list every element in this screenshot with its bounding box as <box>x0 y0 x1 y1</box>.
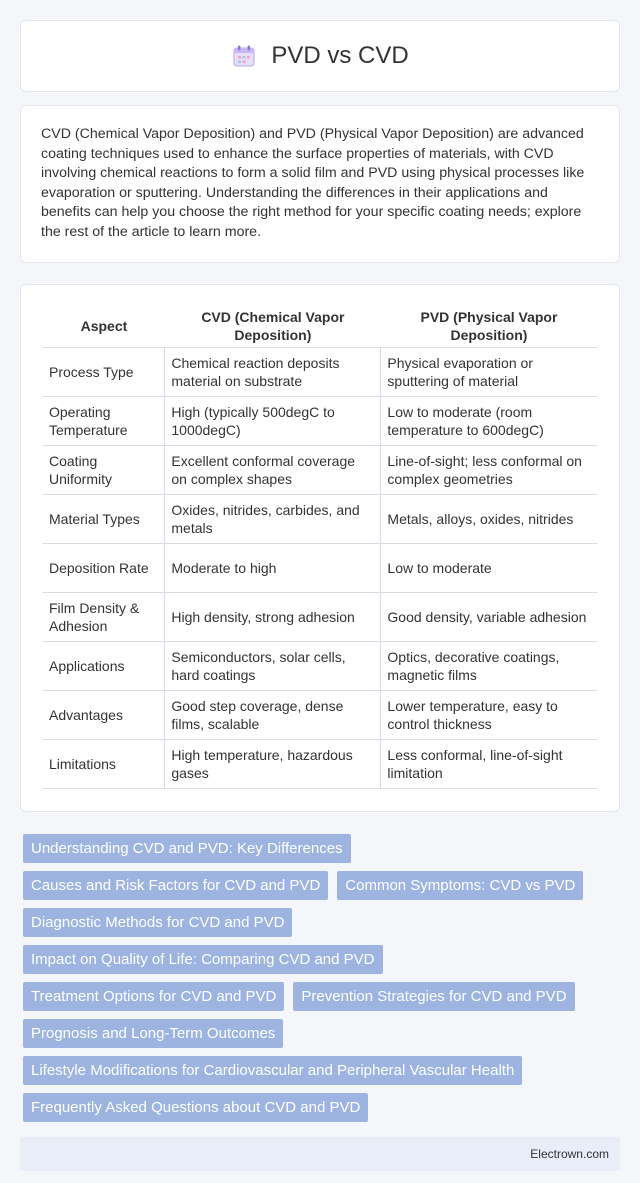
table-row <box>43 690 597 739</box>
table-row <box>43 396 597 445</box>
topic-link[interactable]: Understanding CVD and PVD: Key Differences <box>23 834 351 863</box>
cvd-cell: Semiconductors, solar cells, hard coatings <box>165 641 381 690</box>
aspect-cell: Advantages <box>43 690 165 739</box>
column-header-aspect: Aspect <box>43 307 165 347</box>
cvd-cell: Excellent conformal coverage on complex shapes <box>165 445 381 494</box>
aspect-cell: Film Density & Adhesion <box>43 592 165 641</box>
topic-link[interactable]: Frequently Asked Questions about CVD and PVD <box>23 1093 368 1122</box>
aspect-cell: Limitations <box>43 739 165 788</box>
table-row <box>43 494 597 543</box>
page-header <box>20 20 620 92</box>
pvd-cell: Line-of-sight; less conformal on complex geometries <box>381 445 597 494</box>
page-title: PVD vs CVD <box>271 42 409 69</box>
pvd-cell: Less conformal, line-of-sight limitation <box>381 739 597 788</box>
pvd-cell: Low to moderate (room temperature to 600degC) <box>381 396 597 445</box>
related-topics <box>23 834 620 1122</box>
column-header-pvd: PVD (Physical Vapor Deposition) <box>381 307 597 347</box>
topic-link[interactable]: Impact on Quality of Life: Comparing CVD and PVD <box>23 945 383 974</box>
calendar-icon <box>231 45 257 67</box>
footer-brand: Electrown.com <box>530 1146 609 1161</box>
cvd-cell: Chemical reaction deposits material on substrate <box>165 347 381 396</box>
table-row <box>43 641 597 690</box>
pvd-cell: Optics, decorative coatings, magnetic films <box>381 641 597 690</box>
aspect-cell: Deposition Rate <box>43 543 165 592</box>
topic-link[interactable]: Causes and Risk Factors for CVD and PVD <box>23 871 328 900</box>
table-row <box>43 592 597 641</box>
topic-link[interactable]: Common Symptoms: CVD vs PVD <box>337 871 583 900</box>
cvd-cell: Good step coverage, dense films, scalable <box>165 690 381 739</box>
table-row <box>43 347 597 396</box>
pvd-cell: Physical evaporation or sputtering of material <box>381 347 597 396</box>
cvd-cell: High density, strong adhesion <box>165 592 381 641</box>
aspect-cell: Process Type <box>43 347 165 396</box>
topic-link[interactable]: Treatment Options for CVD and PVD <box>23 982 284 1011</box>
column-header-cvd: CVD (Chemical Vapor Deposition) <box>165 307 381 347</box>
aspect-cell: Operating Temperature <box>43 396 165 445</box>
cvd-cell: High (typically 500degC to 1000degC) <box>165 396 381 445</box>
table-row <box>43 739 597 788</box>
cvd-cell: Oxides, nitrides, carbides, and metals <box>165 494 381 543</box>
aspect-cell: Applications <box>43 641 165 690</box>
topic-link[interactable]: Diagnostic Methods for CVD and PVD <box>23 908 292 937</box>
aspect-cell: Material Types <box>43 494 165 543</box>
comparison-table-card <box>20 284 620 812</box>
table-header-row <box>43 307 597 347</box>
topic-link[interactable]: Prevention Strategies for CVD and PVD <box>293 982 574 1011</box>
pvd-cell: Good density, variable adhesion <box>381 592 597 641</box>
pvd-cell: Lower temperature, easy to control thickness <box>381 690 597 739</box>
topic-link[interactable]: Prognosis and Long-Term Outcomes <box>23 1019 283 1048</box>
footer <box>20 1137 620 1171</box>
pvd-cell: Metals, alloys, oxides, nitrides <box>381 494 597 543</box>
aspect-cell: Coating Uniformity <box>43 445 165 494</box>
table-row <box>43 445 597 494</box>
cvd-cell: Moderate to high <box>165 543 381 592</box>
intro-text: CVD (Chemical Vapor Deposition) and PVD (Physical Vapor Deposition) are advanced coating techniques used to enhance the surface properties of materials, with CVD involving chemical reactions to form a solid film and PVD using physical processes like evaporation or sputtering. Understanding the differences in their applications and benefits can help you choose the right method for your specific coating needs; explore the rest of the article to learn more. <box>41 126 585 240</box>
pvd-cell: Low to moderate <box>381 543 597 592</box>
comparison-table <box>43 307 597 789</box>
table-row <box>43 543 597 592</box>
cvd-cell: High temperature, hazardous gases <box>165 739 381 788</box>
intro-card <box>20 105 620 263</box>
topic-link[interactable]: Lifestyle Modifications for Cardiovascular and Peripheral Vascular Health <box>23 1056 522 1085</box>
